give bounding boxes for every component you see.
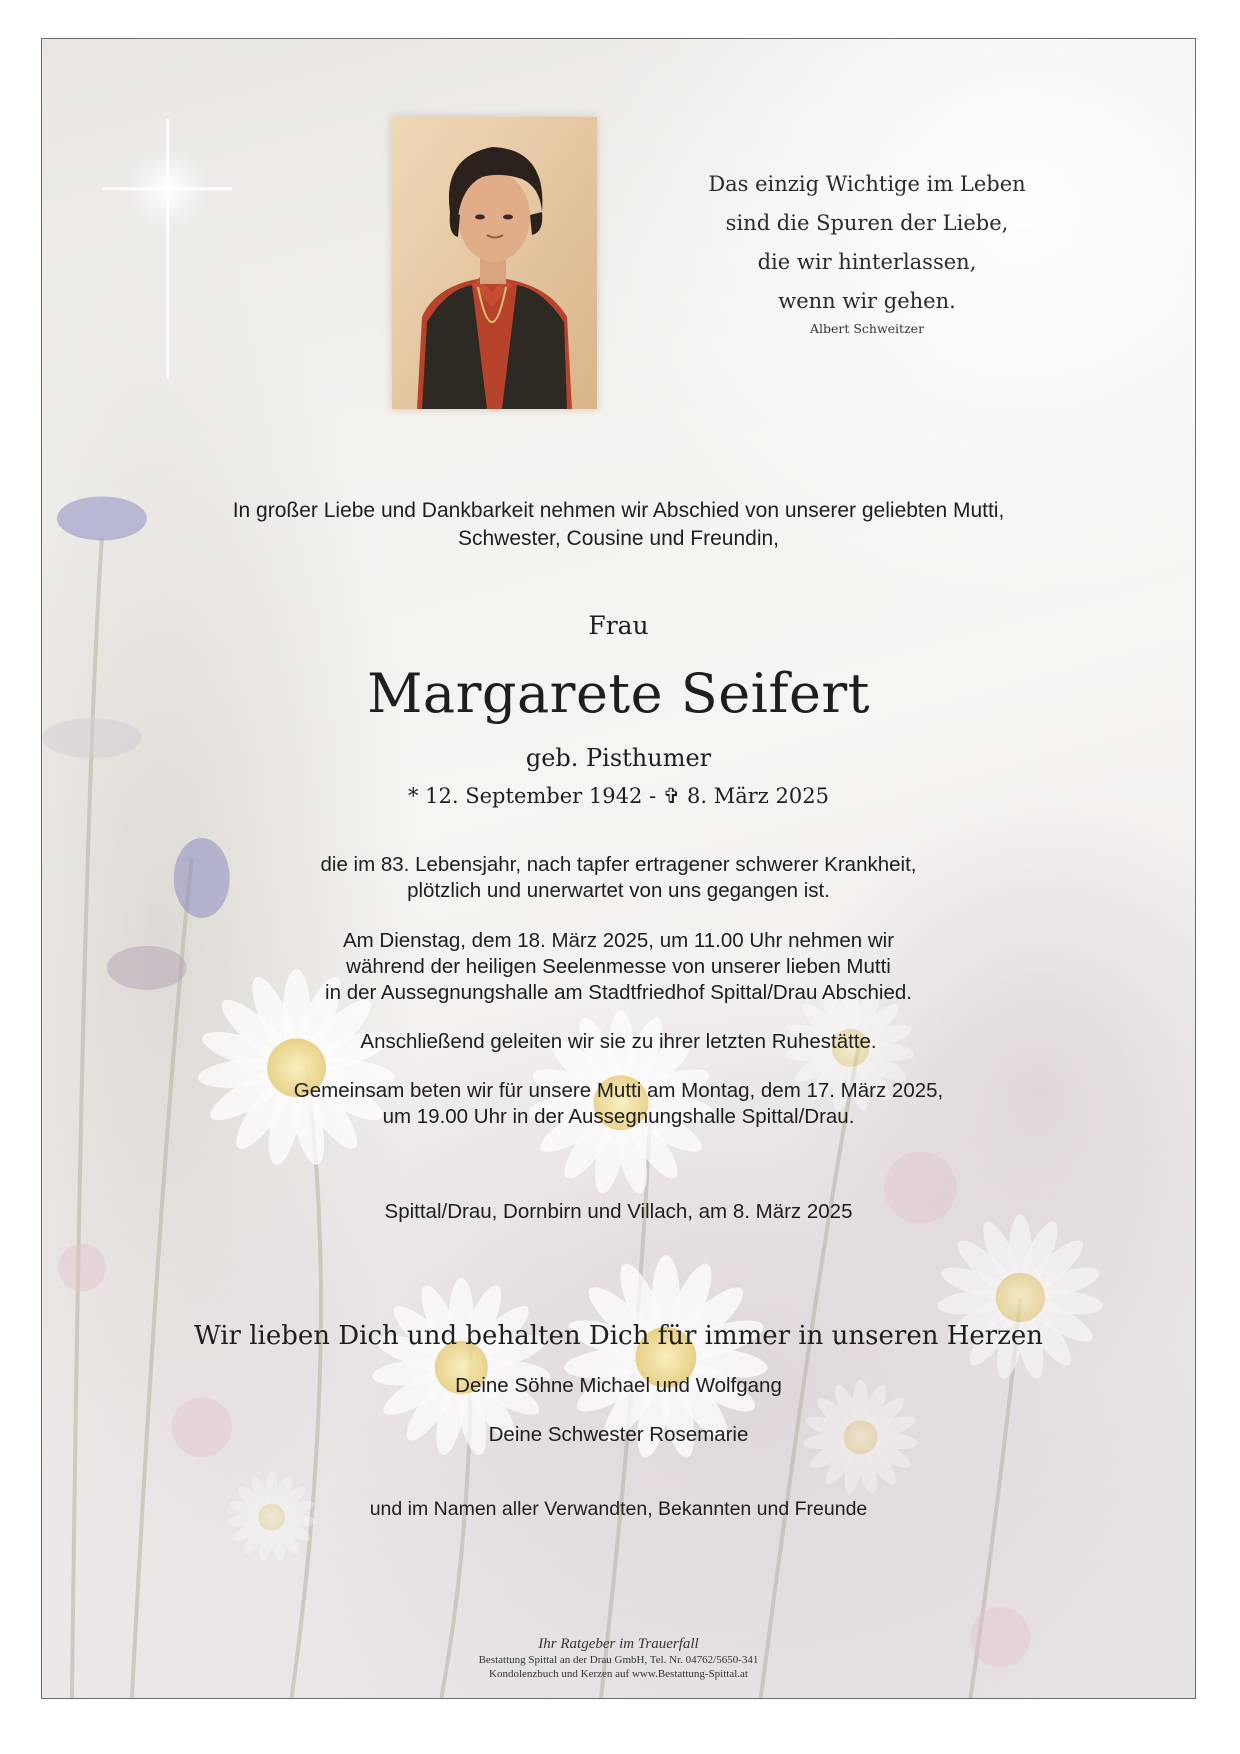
memorial-motto: Wir lieben Dich und behalten Dich für immer in unseren Herzen — [193, 1321, 1044, 1351]
quote-line: Das einzig Wichtige im Leben — [708, 172, 1026, 196]
paragraph-line: plötzlich und unerwartet von uns gegangen ist. — [407, 879, 830, 902]
quote-line: sind die Spuren der Liebe, — [725, 211, 1009, 235]
paragraph-line: Am Dienstag, dem 18. März 2025, um 11.00 Uhr nehmen wir — [342, 929, 895, 952]
intro-line: In großer Liebe und Dankbarkeit nehmen wir Abschied von unserer geliebten Mutti, — [232, 499, 1005, 522]
memorial-quote — [702, 165, 1032, 337]
prayer-paragraph — [42, 1078, 1195, 1130]
obituary-content — [42, 39, 1195, 1698]
salutation: Frau — [588, 611, 649, 640]
deceased-name: Margarete Seifert — [367, 662, 870, 725]
footer-condolence-link: Kondolenzbuch und Kerzen auf www.Bestattung-Spittal.at — [489, 1668, 748, 1680]
paragraph-line: um 19.00 Uhr in der Aussegnungshalle Spittal/Drau. — [382, 1105, 855, 1128]
funeral-home-footer — [42, 1636, 1195, 1681]
place-and-date: Spittal/Drau, Dornbirn und Villach, am 8. März 2025 — [384, 1200, 853, 1223]
quote-line: die wir hinterlassen, — [757, 250, 977, 274]
paragraph-line: während der heiligen Seelenmesse von unserer lieben Mutti — [346, 955, 891, 978]
quote-line: wenn wir gehen. — [778, 289, 956, 313]
portrait-photo — [392, 117, 597, 409]
birth-name: geb. Pisthumer — [525, 744, 712, 772]
funeral-service-paragraph — [42, 928, 1195, 1006]
mourners-sons: Deine Söhne Michael und Wolfgang — [455, 1374, 782, 1397]
paragraph-line: die im 83. Lebensjahr, nach tapfer ertragener schwerer Krankheit, — [320, 853, 917, 876]
intro-line: Schwester, Cousine und Freundin, — [457, 527, 780, 550]
paragraph-line: Gemeinsam beten wir für unsere Mutti am Montag, dem 17. März 2025, — [293, 1079, 944, 1102]
burial-paragraph — [42, 1029, 1195, 1055]
mourners-sister: Deine Schwester Rosemarie — [488, 1423, 749, 1446]
footer-slogan: Ihr Ratgeber im Trauerfall — [538, 1636, 699, 1652]
life-dates: * 12. September 1942 - ✞ 8. März 2025 — [408, 784, 829, 808]
passing-paragraph — [42, 852, 1195, 904]
paragraph-line: Anschließend geleiten wir sie zu ihrer letzten Ruhestätte. — [360, 1030, 877, 1053]
intro-text — [42, 497, 1195, 553]
paragraph-line: in der Aussegnungshalle am Stadtfriedhof Spittal/Drau Abschied. — [325, 981, 912, 1004]
footer-company: Bestattung Spittal an der Drau GmbH, Tel. Nr. 04762/5650-341 — [478, 1654, 759, 1666]
obituary-sheet — [41, 38, 1196, 1699]
quote-author: Albert Schweitzer — [809, 321, 925, 336]
mourners-others: und im Namen aller Verwandten, Bekannten und Freunde — [369, 1498, 868, 1520]
